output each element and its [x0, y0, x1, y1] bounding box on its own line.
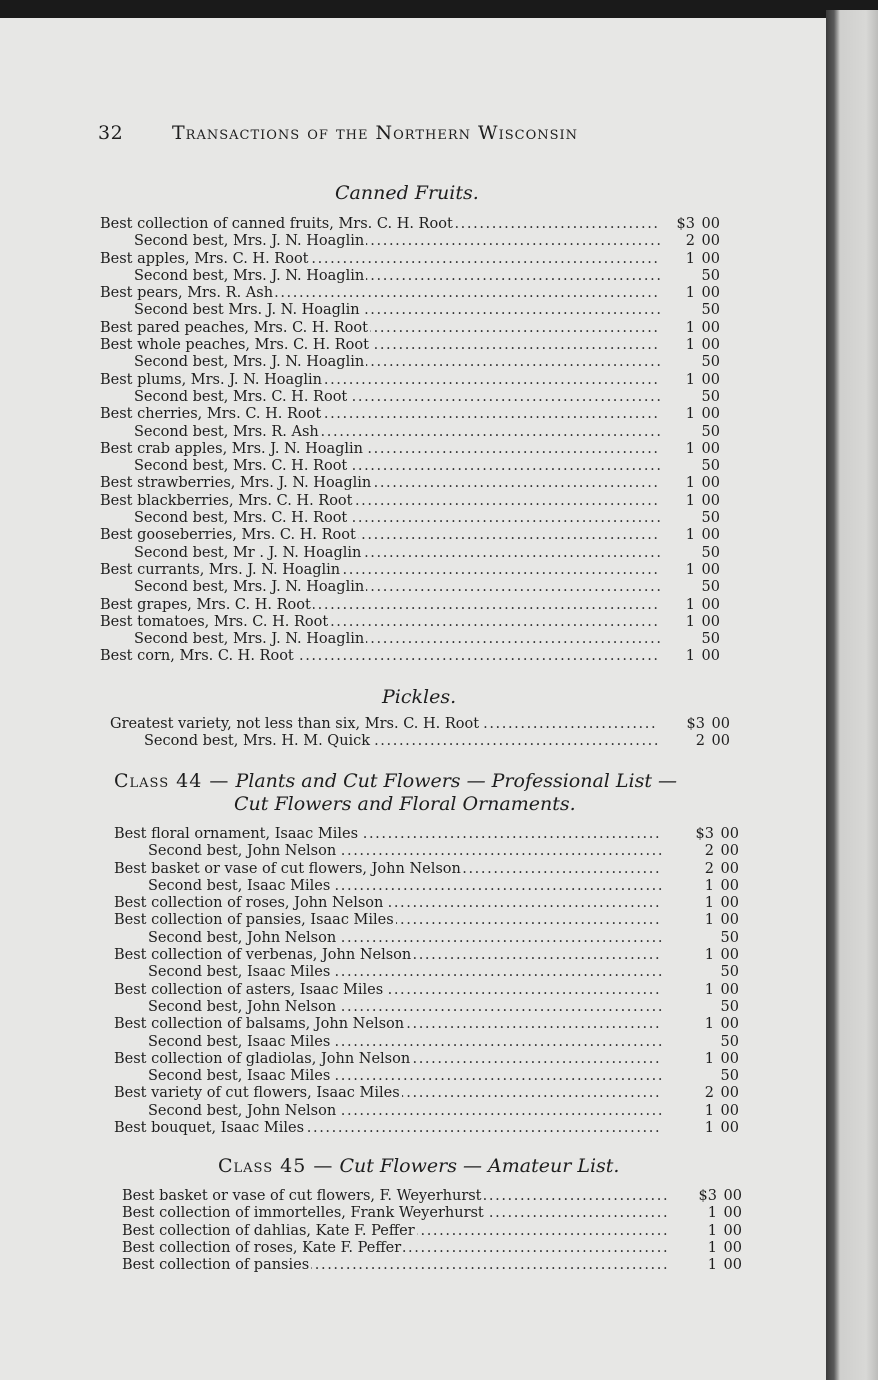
- entry-amount: 1 00: [685, 596, 720, 613]
- entry-amount: 1 00: [685, 250, 720, 267]
- entry-text: [114, 861, 662, 878]
- running-title: Transactions of the Northern Wisconsin: [172, 122, 579, 144]
- entry-text: [114, 826, 662, 843]
- entry-amount: 1 00: [707, 1239, 742, 1256]
- entry-amount: 1 00: [685, 406, 720, 423]
- entry-text: [134, 233, 660, 250]
- entry-amount: 1 00: [704, 877, 739, 894]
- entry-label: Best collection of gladiolas, John Nelson: [114, 1050, 411, 1067]
- entry-label: Best floral ornament, Isaac Miles: [114, 826, 359, 842]
- entry-label: Second best, Mrs. J. N. Hoaglin: [134, 233, 365, 250]
- entry-text: [134, 631, 660, 648]
- entry-amount: 50: [720, 998, 739, 1015]
- entry-amount: 50: [720, 964, 739, 981]
- entry-label: Second best, Mrs. J. N. Hoaglin: [134, 354, 365, 371]
- entry-label: Best basket or vase of cut flowers, F. Weyerhurst: [122, 1188, 482, 1204]
- entry-amount: 50: [701, 579, 720, 596]
- entry-amount: $3 00: [695, 826, 739, 842]
- entry-label: Best plums, Mrs. J. N. Hoaglin: [100, 371, 323, 388]
- entry-label: Best tomatoes, Mrs. C. H. Root: [100, 613, 329, 630]
- entry-amount: 1 00: [707, 1257, 742, 1274]
- entry-text: [148, 999, 662, 1016]
- entry-text: [122, 1223, 670, 1240]
- entry-text: [110, 716, 658, 733]
- entry-amount: 50: [701, 458, 720, 475]
- entry-label: Best whole peaches, Mrs. C. H. Root: [100, 337, 369, 354]
- entry-text: [134, 302, 660, 319]
- entry-amount: 1 00: [704, 1050, 739, 1067]
- entry-label: Second best Mrs. J. N. Hoaglin: [134, 302, 360, 319]
- entry-amount: 1 00: [685, 492, 720, 509]
- entry-text: [100, 493, 660, 510]
- entry-amount: 1 00: [707, 1205, 742, 1222]
- entry-label: Best collection of pansies: [122, 1257, 310, 1274]
- entry-label: Second best, Mrs. C. H. Root: [134, 458, 348, 475]
- entry-label: Second best, John Nelson: [148, 1102, 337, 1119]
- entry-label: Best cherries, Mrs. C. H. Root: [100, 406, 322, 423]
- entry-text: [144, 733, 658, 750]
- entry-label: Best variety of cut flowers, Isaac Miles: [114, 1085, 400, 1102]
- entry-label: Best crab apples, Mrs. J. N. Hoaglin: [100, 440, 364, 457]
- entry-text: [134, 458, 660, 475]
- entry-text: [148, 930, 662, 947]
- entry-label: Best collection of immortelles, Frank Weyerhurst: [122, 1205, 484, 1222]
- class-label: Class 45 —: [218, 1155, 334, 1177]
- entry-label: Best collection of roses, Kate F. Peffer: [122, 1239, 402, 1256]
- entry-amount: 2 00: [695, 733, 730, 750]
- entry-amount: $3 00: [686, 716, 730, 732]
- entry-amount: 1 00: [685, 475, 720, 492]
- entry-text: [134, 354, 660, 371]
- entry-text: [148, 843, 662, 860]
- entry-amount: 50: [720, 929, 739, 946]
- entry-text: [122, 1257, 670, 1274]
- entry-label: Best collection of verbenas, John Nelson: [114, 947, 412, 964]
- entry-text: [122, 1205, 670, 1222]
- entry-text: [114, 1085, 662, 1102]
- section-heading-class-44-line2: Cut Flowers and Floral Ornaments.: [234, 793, 576, 815]
- entry-text: [100, 216, 660, 233]
- entry-text: [100, 441, 660, 458]
- entry-amount: $3 00: [676, 216, 720, 232]
- entry-amount: 1 00: [685, 561, 720, 578]
- entry-label: Best collection of balsams, John Nelson: [114, 1016, 405, 1033]
- entry-label: Best collection of dahlias, Kate F. Peffer: [122, 1222, 415, 1239]
- entry-label: Second best, Isaac Miles: [148, 877, 331, 894]
- entry-text: [100, 614, 660, 631]
- entry-amount: 1 00: [685, 613, 720, 630]
- entry-label: Second best, Mrs. J. N. Hoaglin: [134, 267, 365, 284]
- entry-amount: 50: [701, 267, 720, 284]
- entry-text: [100, 372, 660, 389]
- entry-amount: 1 00: [704, 1016, 739, 1033]
- entry-amount: 1 00: [707, 1222, 742, 1239]
- entry-amount: 50: [701, 388, 720, 405]
- entry-text: [100, 285, 660, 302]
- entry-label: Best basket or vase of cut flowers, John Nelson: [114, 860, 461, 877]
- entry-text: [114, 1051, 662, 1068]
- entry-amount: 50: [701, 423, 720, 440]
- entry-text: [100, 475, 660, 492]
- entry-text: [100, 648, 660, 665]
- entry-label: Best strawberries, Mrs. J. N. Hoaglin: [100, 475, 372, 492]
- entry-amount: 1 00: [685, 337, 720, 354]
- section-heading-canned-fruits: Canned Fruits.: [335, 182, 479, 204]
- entry-label: Best pared peaches, Mrs. C. H. Root: [100, 319, 368, 336]
- section-heading-pickles: Pickles.: [382, 686, 457, 708]
- entry-text: [114, 1120, 662, 1137]
- entry-amount: 1 00: [704, 1120, 739, 1137]
- entry-amount: $3 00: [698, 1188, 742, 1204]
- entry-label: Second best, John Nelson: [148, 929, 337, 946]
- entry-text: [100, 337, 660, 354]
- entry-text: [134, 389, 660, 406]
- entry-label: Second best, John Nelson: [148, 843, 337, 860]
- running-head: [98, 122, 658, 144]
- entry-label: Best gooseberries, Mrs. C. H. Root: [100, 527, 356, 544]
- entry-amount: 1 00: [685, 527, 720, 544]
- entry-text: [134, 545, 660, 562]
- entry-amount: 50: [701, 544, 720, 561]
- entry-label: Second best, Mrs. R. Ash: [134, 423, 319, 440]
- entry-text: [148, 1103, 662, 1120]
- entry-text: [100, 320, 660, 337]
- entry-amount: 1 00: [685, 285, 720, 302]
- entry-label: Best collection of asters, Isaac Miles: [114, 981, 384, 998]
- entry-text: [148, 1068, 662, 1085]
- entry-text: [148, 964, 662, 981]
- entry-label: Second best, Mrs. J. N. Hoaglin: [134, 579, 365, 596]
- entry-label: Second best, Isaac Miles: [148, 1068, 331, 1085]
- entry-label: Best apples, Mrs. C. H. Root: [100, 250, 309, 267]
- entry-amount: 50: [701, 354, 720, 371]
- entry-text: [100, 527, 660, 544]
- entry-label: Best collection of roses, John Nelson: [114, 895, 384, 912]
- entry-amount: 1 00: [685, 319, 720, 336]
- entry-amount: 1 00: [704, 895, 739, 912]
- entry-amount: 50: [701, 510, 720, 527]
- entry-label: Second best, Isaac Miles: [148, 964, 331, 981]
- entry-text: [114, 895, 662, 912]
- entry-text: [114, 1016, 662, 1033]
- entry-text: [134, 579, 660, 596]
- entry-amount: 1 00: [704, 947, 739, 964]
- entry-amount: 2 00: [685, 233, 720, 250]
- entry-text: [134, 510, 660, 527]
- entry-label: Best grapes, Mrs. C. H. Root: [100, 596, 311, 613]
- entry-label: Second best, John Nelson: [148, 998, 337, 1015]
- entry-amount: 50: [701, 302, 720, 319]
- entry-text: [122, 1188, 670, 1205]
- entry-text: [100, 562, 660, 579]
- entry-amount: 1 00: [685, 648, 720, 665]
- entry-label: Best collection of canned fruits, Mrs. C. H. Root: [100, 216, 453, 232]
- entry-text: [114, 912, 662, 929]
- entry-amount: 1 00: [685, 371, 720, 388]
- entry-amount: 2 00: [704, 1085, 739, 1102]
- entry-text: [148, 878, 662, 895]
- entry-amount: 1 00: [704, 1102, 739, 1119]
- entry-label: Second best, Mrs. J. N. Hoaglin: [134, 631, 365, 648]
- entry-text: [100, 251, 660, 268]
- entry-label: Best corn, Mrs. C. H. Root: [100, 648, 294, 665]
- entry-text: [134, 268, 660, 285]
- entry-label: Best pears, Mrs. R. Ash: [100, 285, 274, 302]
- entry-label: Second best, Mrs. C. H. Root: [134, 510, 348, 527]
- class-label: Class 44 —: [114, 770, 230, 792]
- entry-label: Second best, Mrs. H. M. Quick: [144, 733, 371, 750]
- entry-amount: 2 00: [704, 843, 739, 860]
- class-title: Plants and Cut Flowers — Professional List —: [235, 770, 678, 792]
- entry-amount: 1 00: [704, 981, 739, 998]
- entry-amount: 2 00: [704, 860, 739, 877]
- entry-label: Best collection of pansies, Isaac Miles: [114, 912, 394, 929]
- entry-text: [114, 982, 662, 999]
- scan-top-border: [0, 0, 878, 18]
- entry-label: Greatest variety, not less than six, Mrs. C. H. Root: [110, 716, 480, 732]
- entry-amount: 50: [701, 631, 720, 648]
- entry-text: [100, 597, 660, 614]
- entry-amount: 50: [720, 1033, 739, 1050]
- entry-label: Best blackberries, Mrs. C. H. Root: [100, 492, 353, 509]
- class-title: Cut Flowers — Amateur List.: [339, 1155, 620, 1177]
- entry-label: Second best, Mr . J. N. Hoaglin: [134, 544, 362, 561]
- entry-amount: 50: [720, 1068, 739, 1085]
- page-number: 32: [98, 122, 124, 144]
- entry-text: [114, 947, 662, 964]
- section-heading-class-45: [218, 1155, 619, 1177]
- entry-text: [134, 424, 660, 441]
- entry-text: [122, 1240, 670, 1257]
- entry-label: Second best, Mrs. C. H. Root: [134, 388, 348, 405]
- entry-amount: 1 00: [685, 440, 720, 457]
- entry-amount: 1 00: [704, 912, 739, 929]
- entry-text: [100, 406, 660, 423]
- entry-label: Second best, Isaac Miles: [148, 1033, 331, 1050]
- entry-label: Best bouquet, Isaac Miles: [114, 1120, 305, 1137]
- book-page-edge: [826, 10, 878, 1380]
- entry-text: [148, 1034, 662, 1051]
- entry-label: Best currants, Mrs. J. N. Hoaglin: [100, 561, 341, 578]
- section-heading-class-44: [114, 770, 677, 792]
